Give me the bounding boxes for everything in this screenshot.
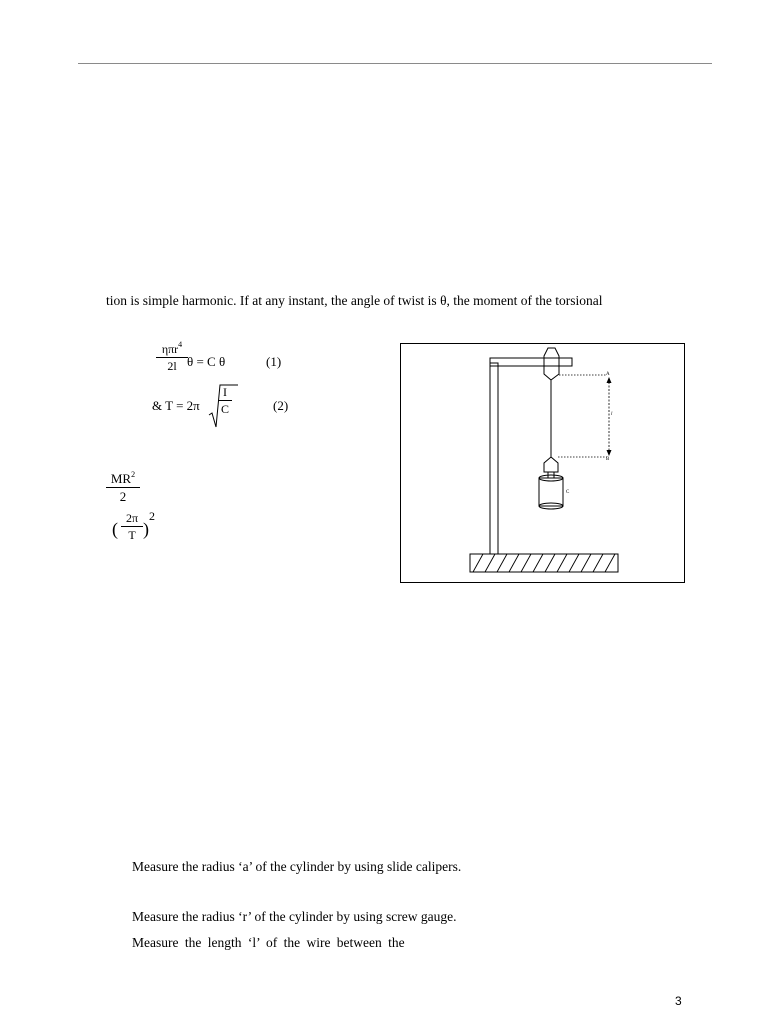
- equation-2-lhs: & T = 2π: [152, 398, 200, 413]
- fraction-bar: [218, 400, 232, 401]
- base: [470, 554, 618, 572]
- equation-1-denominator: 2l: [167, 359, 177, 373]
- equation-2-numerator: I: [223, 385, 227, 399]
- cylinder: [539, 478, 563, 506]
- equation-4-exponent: 2: [149, 509, 155, 523]
- equation-4-fraction: [121, 512, 143, 541]
- page-number: 3: [675, 994, 682, 1008]
- equation-3-numerator: MR: [110, 471, 132, 486]
- label-cylinder: C: [566, 490, 570, 495]
- equation-1-fraction: [156, 340, 188, 373]
- equation-2-fraction: [218, 386, 232, 415]
- torsion-pendulum-diagram: [400, 343, 685, 583]
- equation-4-paren-open: (: [112, 519, 118, 539]
- equation-2-number: (2): [273, 398, 289, 413]
- equation-2: [152, 383, 302, 429]
- procedure-step-1: Measure the radius ‘a’ of the cylinder by using slide calipers.: [132, 859, 462, 874]
- equation-4-denominator: T: [128, 528, 136, 542]
- procedure-step-3: Measure the length ‘l’ of the wire between the: [132, 935, 405, 950]
- chuck-top: [544, 366, 559, 380]
- label-length: l: [611, 412, 613, 417]
- torsion-pendulum-figure: [401, 344, 684, 582]
- stand-arm: [490, 358, 572, 366]
- equation-2-denominator: C: [220, 402, 229, 416]
- equation-3-fraction: [106, 472, 140, 503]
- equation-3: [106, 472, 146, 512]
- stand-post: [490, 363, 498, 554]
- chuck-bottom: [544, 457, 558, 472]
- header-rule: [78, 63, 712, 64]
- equation-4: [112, 510, 172, 550]
- equation-1-numerator: ηπr: [161, 342, 179, 356]
- paragraph-text: tion is simple harmonic. If at any instant, the angle of twist is θ, the moment of the torsional: [106, 293, 603, 308]
- equation-1: [156, 340, 296, 377]
- equation-4-numerator: 2π: [125, 511, 139, 525]
- equation-4-paren-close: ): [143, 519, 149, 539]
- fraction-bar: [106, 487, 140, 488]
- label-b: B: [606, 457, 610, 462]
- fraction-bar: [121, 526, 143, 527]
- equation-3-numerator-exponent: 2: [131, 470, 136, 479]
- top-clamp: [544, 348, 559, 366]
- equation-3-denominator: 2: [119, 489, 127, 504]
- fraction-bar: [156, 357, 188, 358]
- equation-1-number: (1): [266, 354, 282, 369]
- procedure-step-2: Measure the radius ‘r’ of the cylinder by using screw gauge.: [132, 909, 457, 924]
- equation-1-rhs: θ = C θ: [187, 354, 226, 369]
- equation-1-numerator-exponent: 4: [178, 340, 183, 349]
- label-a: A: [606, 372, 610, 377]
